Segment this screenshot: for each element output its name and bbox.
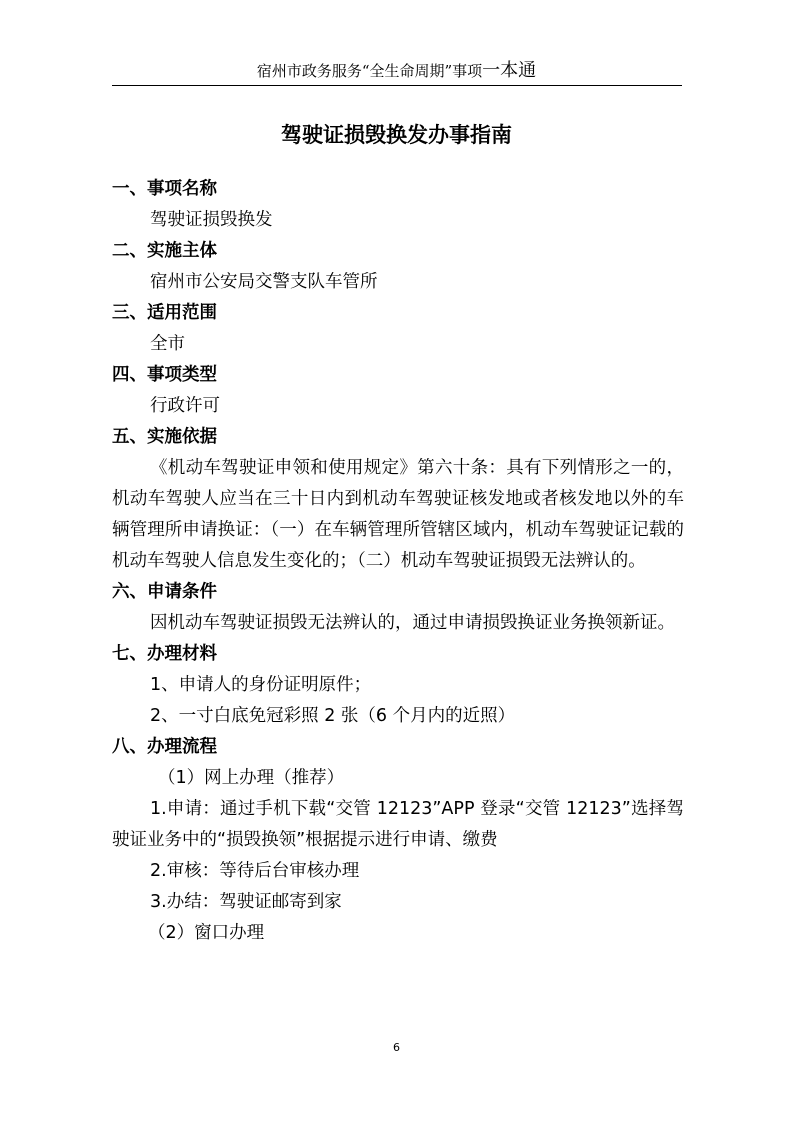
section-heading-materials: 七、办理材料 bbox=[112, 644, 217, 664]
process-step-apply: 1.申请：通过手机下载“交管 12123”APP 登录“交管 12123”选择驾驶证业务中的“损毁换领”根据提示进行申请、缴费 bbox=[112, 799, 684, 850]
section-body-implementer: 宿州市公安局交警支队车管所 bbox=[150, 272, 378, 292]
section-heading-item-name: 一、事项名称 bbox=[112, 179, 217, 199]
section-body-scope: 全市 bbox=[150, 334, 185, 354]
page-title: 驾驶证损毁换发办事指南 bbox=[281, 123, 512, 147]
section-heading-legal-basis: 五、实施依据 bbox=[112, 427, 217, 447]
section-body-item-name: 驾驶证损毁换发 bbox=[150, 210, 273, 230]
page-number: 6 bbox=[393, 1041, 400, 1054]
section-heading-scope: 三、适用范围 bbox=[112, 303, 217, 323]
header-text: 宿州市政务服务“全生命周期”事项 bbox=[256, 62, 483, 80]
section-heading-item-type: 四、事项类型 bbox=[112, 365, 217, 385]
section-heading-implementer: 二、实施主体 bbox=[112, 241, 217, 261]
material-item: 2、一寸白底免冠彩照 2 张（6 个月内的近照） bbox=[150, 706, 516, 726]
process-step-complete: 3.办结：驾驶证邮寄到家 bbox=[150, 892, 342, 912]
section-body-item-type: 行政许可 bbox=[150, 396, 220, 416]
section-body-legal-basis: 《机动车驾驶证申领和使用规定》第六十条：具有下列情形之一的，机动车驾驶人应当在三十日内到机动车驾驶证核发地或者核发地以外的车辆管理所申请换证：（一）在车辆管理所管辖区域内，机动车驾驶证记载的机动车驾驶人信息发生变化的；（二）机动车驾驶证损毁无法辨认的。 bbox=[112, 458, 684, 571]
section-body-conditions: 因机动车驾驶证损毁无法辨认的，通过申请损毁换证业务换领新证。 bbox=[150, 613, 675, 633]
process-window-title: （2）窗口办理 bbox=[148, 923, 265, 943]
page-header bbox=[0, 60, 793, 82]
material-item: 1、申请人的身份证明原件； bbox=[150, 675, 372, 695]
header-rule bbox=[112, 85, 682, 86]
section-heading-conditions: 六、申请条件 bbox=[112, 582, 217, 602]
header-suffix: 一本通 bbox=[482, 60, 537, 81]
guide-content bbox=[112, 174, 684, 949]
section-heading-process: 八、办理流程 bbox=[112, 737, 217, 757]
process-online-title: （1）网上办理（推荐） bbox=[158, 768, 345, 788]
process-step-review: 2.审核：等待后台审核办理 bbox=[150, 861, 360, 881]
